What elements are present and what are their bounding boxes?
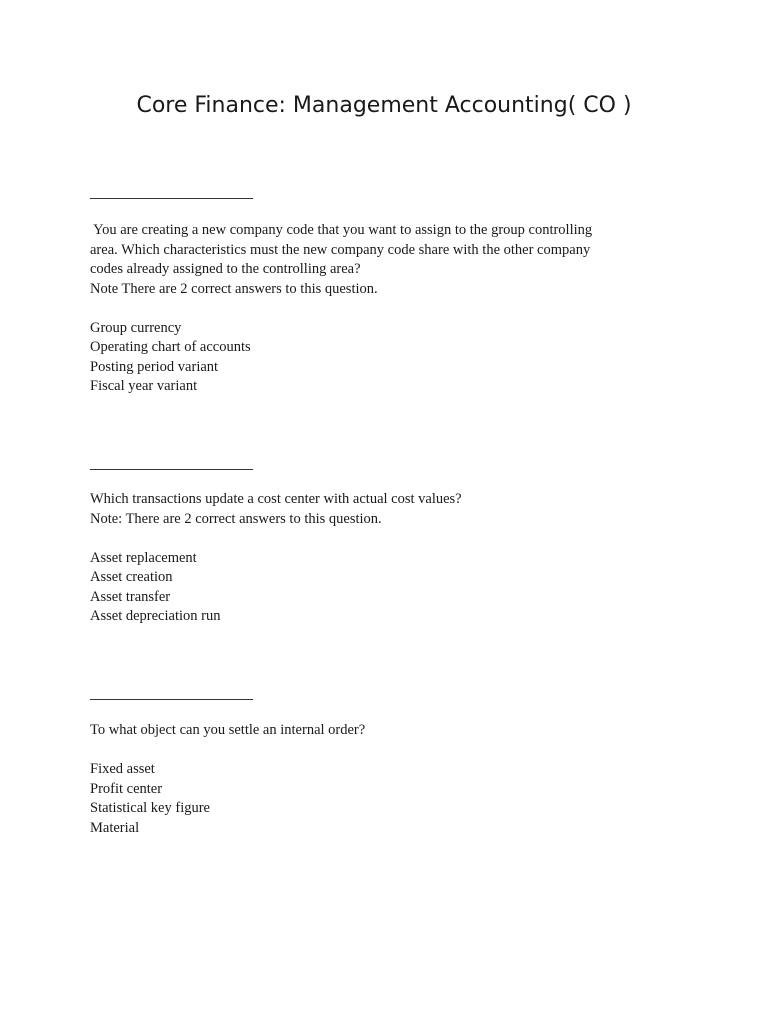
answer-options — [90, 549, 690, 627]
separator-line — [90, 469, 253, 470]
answer-option: Fiscal year variant — [90, 378, 198, 394]
question-note: Note: There are 2 correct answers to this question. — [90, 510, 382, 527]
page-title: Core Finance: Management Accounting( CO ) — [136, 93, 632, 118]
question-line: Which transactions update a cost center with actual cost values? — [90, 491, 462, 507]
answer-option: Asset depreciation run — [90, 608, 221, 624]
separator-line — [90, 198, 253, 199]
question-line: area. Which characteristics must the new company code share with the other company — [90, 241, 591, 258]
question-block-1 — [90, 221, 690, 397]
answer-option: Material — [90, 819, 140, 836]
question-text — [90, 221, 690, 299]
answer-option: Fixed asset — [90, 761, 155, 777]
answer-option: Statistical key figure — [90, 800, 210, 816]
answer-option: Asset transfer — [90, 588, 171, 605]
question-line: To what object can you settle an internal order? — [90, 722, 366, 738]
question-block-2 — [90, 490, 690, 627]
answer-option: Group currency — [90, 319, 182, 336]
question-block-3 — [90, 721, 690, 838]
question-text — [90, 721, 690, 741]
answer-option: Asset replacement — [90, 549, 197, 566]
answer-options — [90, 760, 690, 838]
question-note: Note There are 2 correct answers to this question. — [90, 280, 378, 297]
question-text — [90, 490, 690, 529]
question-line: You are creating a new company code that you want to assign to the group controlling — [90, 222, 593, 238]
separator-line — [90, 699, 253, 700]
answer-option: Asset creation — [90, 569, 173, 585]
answer-options — [90, 319, 690, 397]
answer-option: Profit center — [90, 780, 163, 797]
answer-option: Posting period variant — [90, 358, 219, 375]
question-line: codes already assigned to the controlling area? — [90, 261, 361, 277]
answer-option: Operating chart of accounts — [90, 339, 251, 355]
